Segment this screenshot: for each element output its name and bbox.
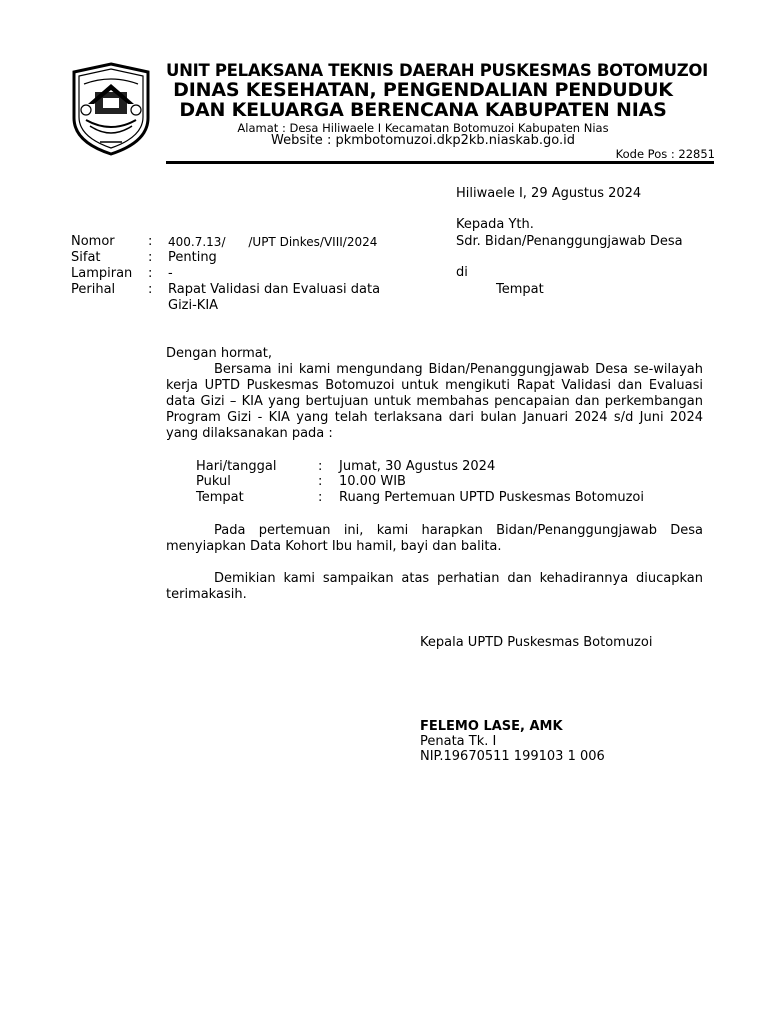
- meta-nature-label: Sifat: [71, 250, 101, 265]
- schedule-place-label: Tempat: [196, 490, 244, 505]
- letterhead-website: Website : pkmbotomuzoi.dkp2kb.niaskab.go.id: [270, 133, 576, 148]
- signatory-rank: Penata Tk. I: [420, 734, 497, 749]
- paragraph-closing-text: Demikian kami sampaikan atas perhatian dan kehadirannya diucapkan terimakasih.: [166, 571, 703, 602]
- meta-number-value: 400.7.13/ /UPT Dinkes/VIII/2024: [168, 235, 378, 249]
- meta-attachment-value: -: [168, 266, 173, 281]
- paragraph-request-text: Pada pertemuan ini, kami harapkan Bidan/Penanggungjawab Desa menyiapkan Data Kohort Ibu hamil, bayi dan balita.: [166, 523, 703, 554]
- paragraph-invitation-text: Bersama ini kami mengundang Bidan/Penanggungjawab Desa se-wilayah kerja UPTD Puskesmas Botomuzoi untuk mengikuti Rapat Validasi dan Evaluasi data Gizi – KIA yang bertujuan untuk membahas pencapaian dan perkembangan Program Gizi - KIA yang telah terlaksana dari bulan Januari 2024 s/d Juni 2024 yang dilaksanakan pada :: [166, 362, 703, 441]
- regency-seal-logo: [70, 62, 152, 156]
- postal-code: Kode Pos : 22851: [615, 147, 715, 161]
- letterhead-line3: DAN KELUARGA BERENCANA KABUPATEN NIAS: [179, 99, 667, 121]
- salutation: Dengan hormat,: [166, 346, 273, 361]
- letterhead-address: Alamat : Desa Hiliwaele I Kecamatan Botomuzoi Kabupaten Nias: [237, 121, 609, 135]
- meta-subject-label: Perihal: [71, 282, 116, 297]
- schedule-time-label: Pukul: [196, 474, 231, 489]
- recipient-greeting: Kepada Yth.: [456, 217, 534, 232]
- paragraph-invitation: [166, 362, 703, 442]
- schedule-place-value: Ruang Pertemuan UPTD Puskesmas Botomuzoi: [339, 490, 644, 505]
- recipient-name: Sdr. Bidan/Penanggungjawab Desa: [456, 234, 683, 249]
- schedule-place-sep: :: [318, 490, 323, 505]
- schedule-day-label: Hari/tanggal: [196, 459, 277, 474]
- meta-nature-value: Penting: [168, 250, 217, 265]
- letterhead-line2: DINAS KESEHATAN, PENGENDALIAN PENDUDUK: [173, 79, 673, 101]
- meta-subject-sep: :: [148, 282, 153, 297]
- meta-attachment-label: Lampiran: [71, 266, 133, 281]
- letterhead-line1: UNIT PELAKSANA TEKNIS DAERAH PUSKESMAS BOTOMUZOI: [166, 61, 708, 80]
- recipient-di: di: [456, 265, 468, 280]
- paragraph-closing: [166, 571, 703, 603]
- schedule-day-sep: :: [318, 459, 323, 474]
- meta-subject-value-line2: Gizi-KIA: [168, 298, 219, 313]
- schedule-time-value: 10.00 WIB: [339, 474, 406, 489]
- schedule-day-value: Jumat, 30 Agustus 2024: [339, 459, 496, 474]
- meta-attachment-sep: :: [148, 266, 153, 281]
- signatory-position: Kepala UPTD Puskesmas Botomuzoi: [420, 635, 653, 650]
- signatory-name: FELEMO LASE, AMK: [420, 719, 563, 734]
- signatory-nip: NIP.19670511 199103 1 006: [420, 749, 605, 764]
- meta-nature-sep: :: [148, 250, 153, 265]
- schedule-time-sep: :: [318, 474, 323, 489]
- recipient-place: Tempat: [496, 282, 544, 297]
- place-date: Hiliwaele I, 29 Agustus 2024: [456, 186, 642, 201]
- meta-number-sep: :: [148, 234, 153, 249]
- meta-number-label: Nomor: [71, 234, 115, 249]
- meta-subject-value: Rapat Validasi dan Evaluasi data: [168, 282, 381, 297]
- paragraph-request: [166, 523, 703, 555]
- letterhead-divider: [166, 161, 714, 164]
